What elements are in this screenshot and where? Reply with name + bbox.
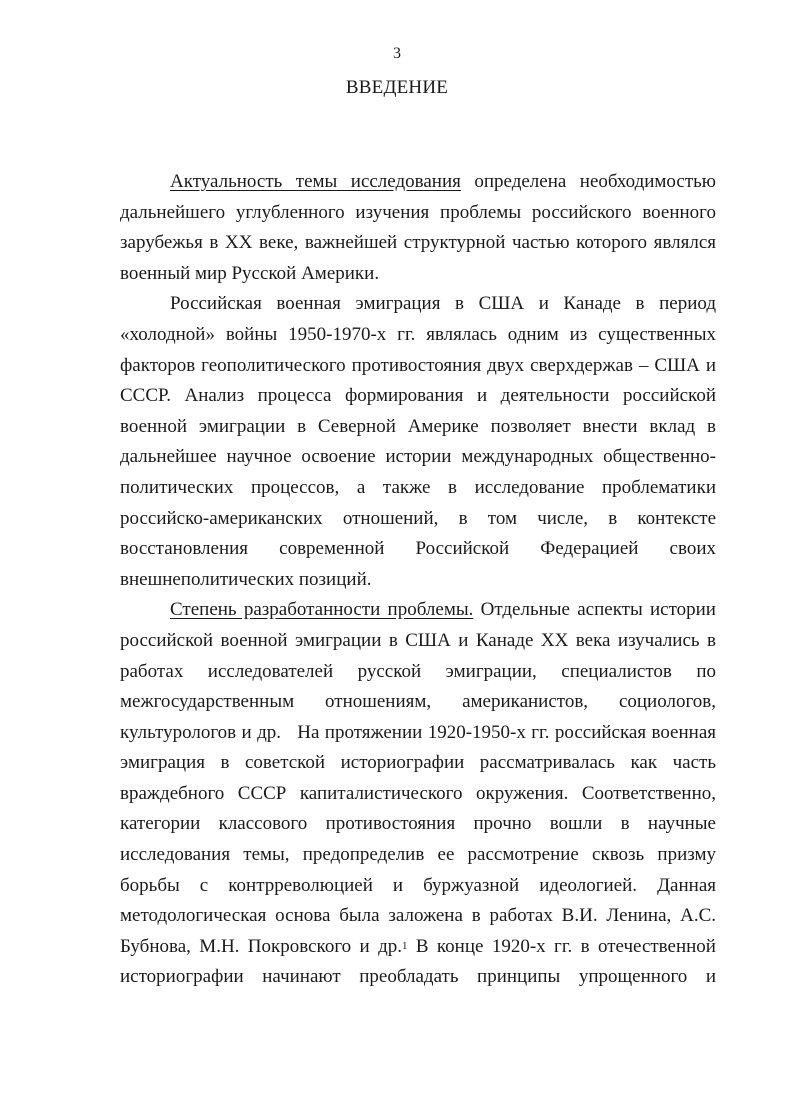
text-line: культурологов и др. На протяжении 1920-1950-х гг. российская военная (120, 721, 716, 743)
text-line: российско-американских отношений, в том числе, в контексте (120, 507, 716, 529)
footnote-marker[interactable]: 1 (401, 939, 408, 952)
text-line: внешнеполитических позиций. (120, 568, 372, 590)
document-body (120, 167, 716, 993)
text-line: методологическая основа была заложена в работах В.И. Ленина, А.С. (120, 905, 716, 927)
text-line: Степень разработанности проблемы. Отдельные аспекты истории (170, 599, 716, 621)
text-line: межгосударственным отношениям, американистов, социологов, (120, 691, 716, 713)
relevance-term: Актуальность темы исследования (170, 171, 461, 192)
text-line: военный мир Русской Америки. (120, 262, 380, 284)
text-line: Российская военная эмиграция в США и Канаде в период (170, 293, 716, 315)
text-line: исследования темы, предопределив ее рассмотрение сквозь призму (120, 844, 716, 866)
text-line: «холодной» войны 1950-1970-х гг. являлась одним из существенных (120, 323, 716, 345)
text-line: зарубежья в XX веке, важнейшей структурной частью которого являлся (120, 232, 716, 254)
text-line: борьбы с контрреволюцией и буржуазной идеологией. Данная (120, 874, 716, 896)
text-line: Бубнова, М.Н. Покровского и др.$^1$ В конце 1920-х гг. в отечественной (120, 935, 716, 957)
text-line: категории классового противостояния прочно вошли в научные (120, 813, 716, 835)
text-line: враждебного СССР капиталистического окружения. Соответственно, (120, 782, 716, 804)
degree-of-study-term: Степень разработанности проблемы. (170, 599, 474, 621)
section-heading: ВВЕДЕНИЕ (345, 77, 449, 98)
text-line: работах исследователей русской эмиграции, специалистов по (120, 660, 716, 682)
text-line: военной эмиграции в Северной Америке позволяет внести вклад в (120, 415, 716, 437)
text-line: восстановления современной Российской Федерацией своих (120, 538, 716, 560)
paragraph-military-emigration (120, 289, 716, 595)
page-number: 3 (393, 45, 401, 62)
text-line: дальнейшего углубленного изучения проблемы российского военного (120, 201, 716, 223)
text-line: историографии начинают преобладать принципы упрощенного и (120, 966, 716, 988)
text-line: дальнейшее научное освоение истории международных общественно- (120, 446, 716, 468)
paragraph-degree-of-study (120, 595, 716, 993)
paragraph-relevance (120, 167, 716, 289)
text-line: эмиграция в советской историографии рассматривалась как часть (120, 752, 716, 774)
text-line: СССР. Анализ процесса формирования и деятельности российской (120, 385, 716, 407)
text-line: политических процессов, а также в исследование проблематики (120, 476, 716, 498)
text-line: Актуальность темы исследования определена необходимостью (170, 171, 716, 192)
text-line: российской военной эмиграции в США и Канаде XX века изучались в (120, 629, 716, 651)
text-line: факторов геополитического противостояния двух сверхдержав – США и (120, 354, 716, 376)
